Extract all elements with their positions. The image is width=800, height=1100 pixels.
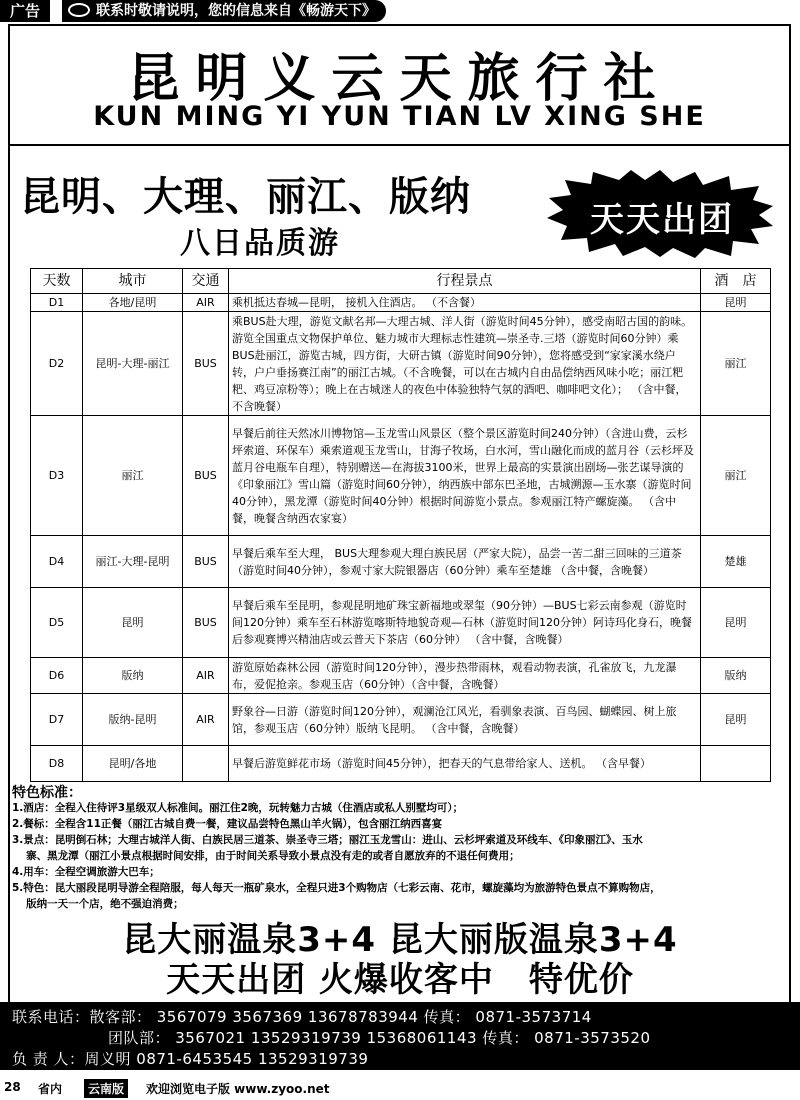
city-cell: 版纳-昆明 xyxy=(83,694,183,746)
table-row xyxy=(31,746,771,782)
ad-tag: 广告 xyxy=(0,0,50,22)
transport-cell: BUS xyxy=(183,312,229,416)
top-banner xyxy=(0,0,800,22)
footer-section: 省内 xyxy=(38,1082,63,1096)
transport-cell: AIR xyxy=(183,294,229,312)
feature-item: 3.景点：昆明倒石林；大理古城洋人街、白族民居三道茶、崇圣寺三塔；丽江玉龙雪山：进山、云杉坪索道及环线车、《印象丽江》、玉水 xyxy=(12,834,643,846)
website-link[interactable]: 欢迎浏览电子版 www.zyoo.net xyxy=(146,1082,330,1096)
desc-cell: 游览原始森林公园（游览时间120分钟），漫步热带雨林，观看动物表演，孔雀放飞，九龙瀑布，爱伲抢亲。参观玉店（60分钟）（含中餐，含晚餐） xyxy=(229,658,701,694)
desc-cell: 早餐后前往天然冰川博物馆—玉龙雪山风景区（整个景区游览时间240分钟）（含进山费，云杉坪索道、环保车）乘索道观玉龙雪山，甘海子牧场，白水河，雪山融化而成的蓝月谷（云杉坪及蓝月谷电瓶车自理），特别赠送—在海拔3100米，世界上最高的实景演出剧场—张艺谋导演的《印象丽江》雪山篇（游览时间60分钟），纳西族中部东巴圣地，古城溯源—玉水寨（游览时间40分钟），黑龙潭（游览时间40分钟）根据时间游览小景点。参观丽江特产螺旋藻。 （含中餐，晚餐含纳西农家宴） xyxy=(229,416,701,536)
city-cell: 丽江 xyxy=(83,416,183,536)
table-row xyxy=(31,312,771,416)
daily-departure-badge: 天天出团 xyxy=(590,200,734,240)
source-notice-text: 联系时敬请说明，您的信息来自《畅游天下》 xyxy=(96,3,376,19)
transport-cell: AIR xyxy=(183,694,229,746)
page-number: 28 xyxy=(4,1080,21,1094)
city-cell: 昆明 xyxy=(83,588,183,658)
hotel-cell: 版纳 xyxy=(701,658,771,694)
eye-icon xyxy=(68,3,90,17)
hotel-cell: 丽江 xyxy=(701,312,771,416)
table-row xyxy=(31,536,771,588)
page-footer xyxy=(0,1074,800,1100)
feature-item: 寨、黑龙潭（丽江小景点根据时间安排，由于时间关系导致小景点没有走的或者自愿放弃的不退任何费用； xyxy=(12,850,520,862)
city-cell: 版纳 xyxy=(83,658,183,694)
route-title: 昆明、大理、丽江、版纳 xyxy=(20,174,471,220)
features-list xyxy=(12,800,782,912)
features-title: 特色标准： xyxy=(12,785,82,801)
col-hotel: 酒 店 xyxy=(701,269,771,294)
table-row xyxy=(31,588,771,658)
day-cell: D1 xyxy=(31,294,83,312)
col-transport: 交通 xyxy=(183,269,229,294)
hotel-cell: 昆明 xyxy=(701,588,771,658)
contact-line-1: 联系电话：散客部： 3567079 3567369 13678783944 传真： 0871-3573714 xyxy=(12,1008,592,1026)
city-cell: 丽江-大理-昆明 xyxy=(83,536,183,588)
day-cell: D4 xyxy=(31,536,83,588)
table-row xyxy=(31,694,771,746)
route-subtitle: 八日品质游 xyxy=(180,226,340,261)
col-day: 天数 xyxy=(31,269,83,294)
transport-cell: BUS xyxy=(183,416,229,536)
desc-cell: 早餐后乘车至昆明，参观昆明地矿珠宝新福地或翠玺（90分钟）—BUS七彩云南参观（游览时间120分钟）乘车至石林游览喀斯特地貌奇观—石林（游览时间120分钟）阿诗玛化身石，晚餐后参观赛博兴精油店或云普天下茶店（60分钟） （含中餐，含晚餐） xyxy=(229,588,701,658)
desc-cell: 野象谷—日游（游览时间120分钟），观澜沧江风光，看驯象表演、百鸟园、蝴蝶园、树上旅馆，参观玉店（60分钟）版纳飞昆明。 （含中餐，含晚餐） xyxy=(229,694,701,746)
day-cell: D5 xyxy=(31,588,83,658)
city-cell: 昆明/各地 xyxy=(83,746,183,782)
desc-cell: 乘机抵达春城—昆明， 接机入住酒店。 （不含餐） xyxy=(229,294,701,312)
hotel-cell: 丽江 xyxy=(701,416,771,536)
city-cell: 各地/昆明 xyxy=(83,294,183,312)
agency-header xyxy=(10,26,789,146)
city-cell: 昆明-大理-丽江 xyxy=(83,312,183,416)
table-row xyxy=(31,294,771,312)
contact-line-3: 负 责 人：周义明 0871-6453545 13529319739 xyxy=(12,1050,369,1068)
day-cell: D2 xyxy=(31,312,83,416)
feature-item: 4.用车：全程空调旅游大巴车； xyxy=(12,866,160,878)
hotel-cell: 楚雄 xyxy=(701,536,771,588)
table-header-row xyxy=(31,269,771,294)
transport-cell: BUS xyxy=(183,536,229,588)
col-city: 城市 xyxy=(83,269,183,294)
agency-name: 昆明义云天旅行社 xyxy=(127,48,672,109)
feature-item: 1.酒店：全程入住待评3星级双人标准间。丽江住2晚，玩转魅力古城（住酒店或私人别墅均可）； xyxy=(12,802,464,814)
day-cell: D3 xyxy=(31,416,83,536)
transport-cell xyxy=(183,746,229,782)
desc-cell: 乘BUS赴大理，游览文献名邦—大理古城、洋人街（游览时间45分钟），感受南昭古国的韵味。游览全国重点文物保护单位、魅力城市大理标志性建筑—崇圣寺.三塔（游览时间60分钟）乘BUS赴丽江，游览古城，四方街，大研古镇（游览时间90分钟），您将感受到“家家溪水绕户转，户户垂扬赛江南”的丽江古城。（不含晚餐，可以在古城内自由品偿纳西风味小吃；丽江粑粑、鸡豆凉粉等）；晚上在古城迷人的夜色中体验独特气氛的酒吧、咖啡吧文化）； （含中餐，不含晚餐） xyxy=(229,312,701,416)
itinerary-table xyxy=(30,268,771,782)
contact-bar xyxy=(0,1002,800,1070)
feature-item: 2.餐标：全程含11正餐（丽江古城自费一餐，建议品尝特色黑山羊火锅），包含丽江纳西喜宴 xyxy=(12,818,443,830)
agency-pinyin: KUN MING YI YUN TIAN LV XING SHE xyxy=(93,101,706,132)
table-row xyxy=(31,416,771,536)
contact-line-2: 团队部： 3567021 13529319739 15368061143 传真： 0871-3573520 xyxy=(108,1029,651,1047)
hotel-cell: 昆明 xyxy=(701,694,771,746)
day-cell: D7 xyxy=(31,694,83,746)
transport-cell: BUS xyxy=(183,588,229,658)
transport-cell: AIR xyxy=(183,658,229,694)
desc-cell: 早餐后游览鲜花市场（游览时间45分钟），把春天的气息带给家人、送机。 （含早餐） xyxy=(229,746,701,782)
promo-line-1: 昆大丽温泉3+4 昆大丽版温泉3+4 xyxy=(122,920,678,960)
source-notice xyxy=(62,0,386,22)
day-cell: D6 xyxy=(31,658,83,694)
day-cell: D8 xyxy=(31,746,83,782)
feature-item: 5.特色：昆大丽段昆明导游全程陪服，每人每天一瓶矿泉水，全程只进3个购物店（七彩云南、花市，螺旋藻均为旅游特色景点不算购物店， xyxy=(12,882,661,894)
hotel-cell xyxy=(701,746,771,782)
table-row xyxy=(31,658,771,694)
hotel-cell: 昆明 xyxy=(701,294,771,312)
col-itinerary: 行程景点 xyxy=(229,269,701,294)
promo-line-2: 天天出团 火爆收客中 特优价 xyxy=(166,960,634,1000)
province-edition: 云南版 xyxy=(84,1079,128,1098)
feature-item: 版纳一天一个店，绝不强迫消费； xyxy=(12,898,184,910)
desc-cell: 早餐后乘车至大理， BUS大理参观大理白族民居（严家大院），品尝一苦二甜三回味的三道茶（游览时间40分钟），参观寸家大院银器店（60分钟）乘车至楚雄 （含中餐，含晚餐） xyxy=(229,536,701,588)
